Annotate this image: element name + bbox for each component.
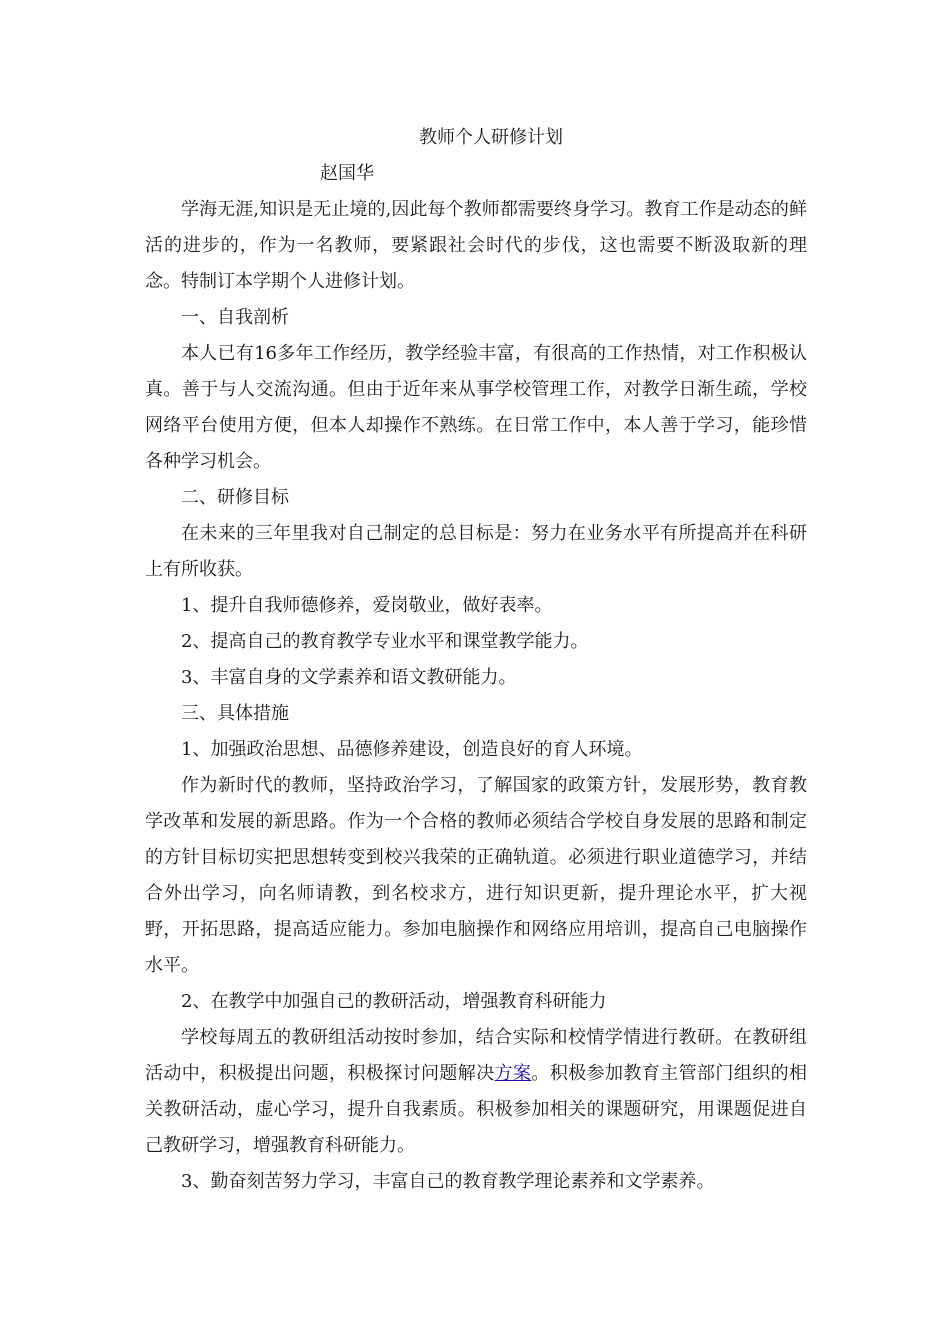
measure-item-2: 2、在教学中加强自己的教研活动，增强教育科研能力: [181, 991, 607, 1012]
document-title: 教师个人研修计划: [419, 127, 563, 148]
measure-2-text-before: 学校每周五的教研组活动按时参加，结合实际和校情学情进行教研。在教研组活动中，积极提出问题，积极探讨问题解决: [145, 1027, 807, 1084]
measure-2-text-after: 。积极参加教育主管部门组织的相关教研活动，虚心学习，提升自我素质。积极参加相关的课题研究，用课题促进自己教研学习，增强教育科研能力。: [145, 1063, 808, 1156]
measure-item-3: 3、勤奋刻苦努力学习，丰富自己的教育教学理论素养和文学素养。: [181, 1171, 715, 1192]
document-author: 赵国华: [320, 163, 374, 184]
measure-2-paragraph: [145, 1020, 807, 1164]
measure-1-paragraph: 作为新时代的教师，坚持政治学习，了解国家的政策方针，发展形势，教育教学改革和发展的新思路。作为一个合格的教师必须结合学校自身发展的思路和制定的方针目标切实把思想转变到校兴我荣的正确轨道。必须进行职业道德学习，并结合外出学习，向名师请教，到名校求方，进行知识更新，提升理论水平，扩大视野，开拓思路，提高适应能力。参加电脑操作和网络应用培训，提高自己电脑操作水平。: [145, 775, 807, 976]
self-analysis-paragraph: 本人已有16多年工作经历，教学经验丰富，有很高的工作热情，对工作积极认真。善于与人交流沟通。但由于近年来从事学校管理工作，对教学日渐生疏，学校网络平台使用方便，但本人却操作不熟练。在日常工作中，本人善于学习，能珍惜各种学习机会。: [145, 343, 807, 472]
measure-item-1: 1、加强政治思想、品德修养建设，创造良好的育人环境。: [181, 739, 643, 760]
section-heading-measures: 三、具体措施: [181, 703, 289, 724]
section-heading-goals: 二、研修目标: [181, 487, 289, 508]
document-page: [145, 120, 807, 1200]
goal-item-1: 1、提升自我师德修养，爱岗敬业，做好表率。: [181, 595, 553, 616]
section-heading-self-analysis: 一、自我剖析: [181, 307, 289, 328]
goal-item-2: 2、提高自己的教育教学专业水平和课堂教学能力。: [181, 631, 589, 652]
intro-paragraph: 学海无涯,知识是无止境的,因此每个教师都需要终身学习。教育工作是动态的鲜活的进步的，作为一名教师，要紧跟社会时代的步伐，这也需要不断汲取新的理念。特制订本学期个人进修计划。: [145, 199, 807, 292]
goals-paragraph: 在未来的三年里我对自己制定的总目标是：努力在业务水平有所提高并在科研上有所收获。: [145, 523, 807, 580]
plan-link[interactable]: 方案: [494, 1063, 532, 1084]
goal-item-3: 3、丰富自身的文学素养和语文教研能力。: [181, 667, 517, 688]
